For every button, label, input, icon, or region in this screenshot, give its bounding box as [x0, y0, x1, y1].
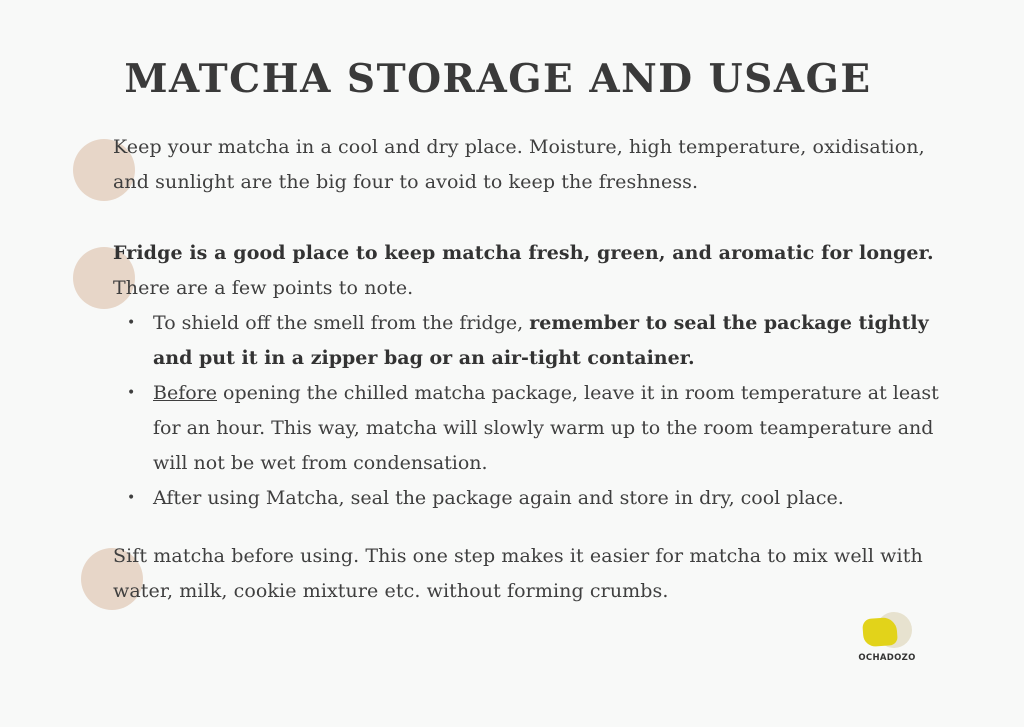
list-item-text: After using Matcha, seal the package again and store in dry, cool place.	[153, 487, 844, 509]
storage-paragraph: Keep your matcha in a cool and dry place. Moisture, high temperature, oxidisation, and sunlight are the big four to avoid to keep the freshness.	[113, 136, 925, 193]
list-item-text: To shield off the smell from the fridge,	[153, 312, 530, 334]
fridge-paragraph	[113, 236, 963, 306]
brand-logo	[856, 610, 920, 670]
sift-paragraph: Sift matcha before using. This one step makes it easier for matcha to mix well with water, milk, cookie mixture etc. without forming crumbs.	[113, 545, 923, 602]
fridge-paragraph-text: There are a few points to note.	[113, 277, 414, 299]
bullet-marker: •	[127, 315, 136, 331]
logo-text: OCHADOZO	[858, 653, 916, 663]
bullet-marker: •	[127, 490, 136, 506]
list-item	[127, 481, 963, 516]
list-item-bold: remember to seal the package tightly and put it in a zipper bag or an air-tight container.	[153, 312, 929, 369]
list-item-text: opening the chilled matcha package, leave it in room temperature at least for an hour. This way, matcha will slowly warm up to the room teamperature and will not be wet from condensation.	[153, 382, 939, 474]
fridge-paragraph-bold: Fridge is a good place to keep matcha fresh, green, and aromatic for longer.	[113, 242, 934, 264]
bullet-marker: •	[127, 385, 136, 401]
logo-blob-shape	[862, 617, 898, 647]
list-item	[127, 376, 963, 481]
list-item	[127, 306, 963, 376]
list-item-underlined: Before	[153, 382, 218, 404]
fridge-tips-list	[127, 306, 963, 516]
page-title: MATCHA STORAGE AND USAGE	[124, 56, 872, 102]
